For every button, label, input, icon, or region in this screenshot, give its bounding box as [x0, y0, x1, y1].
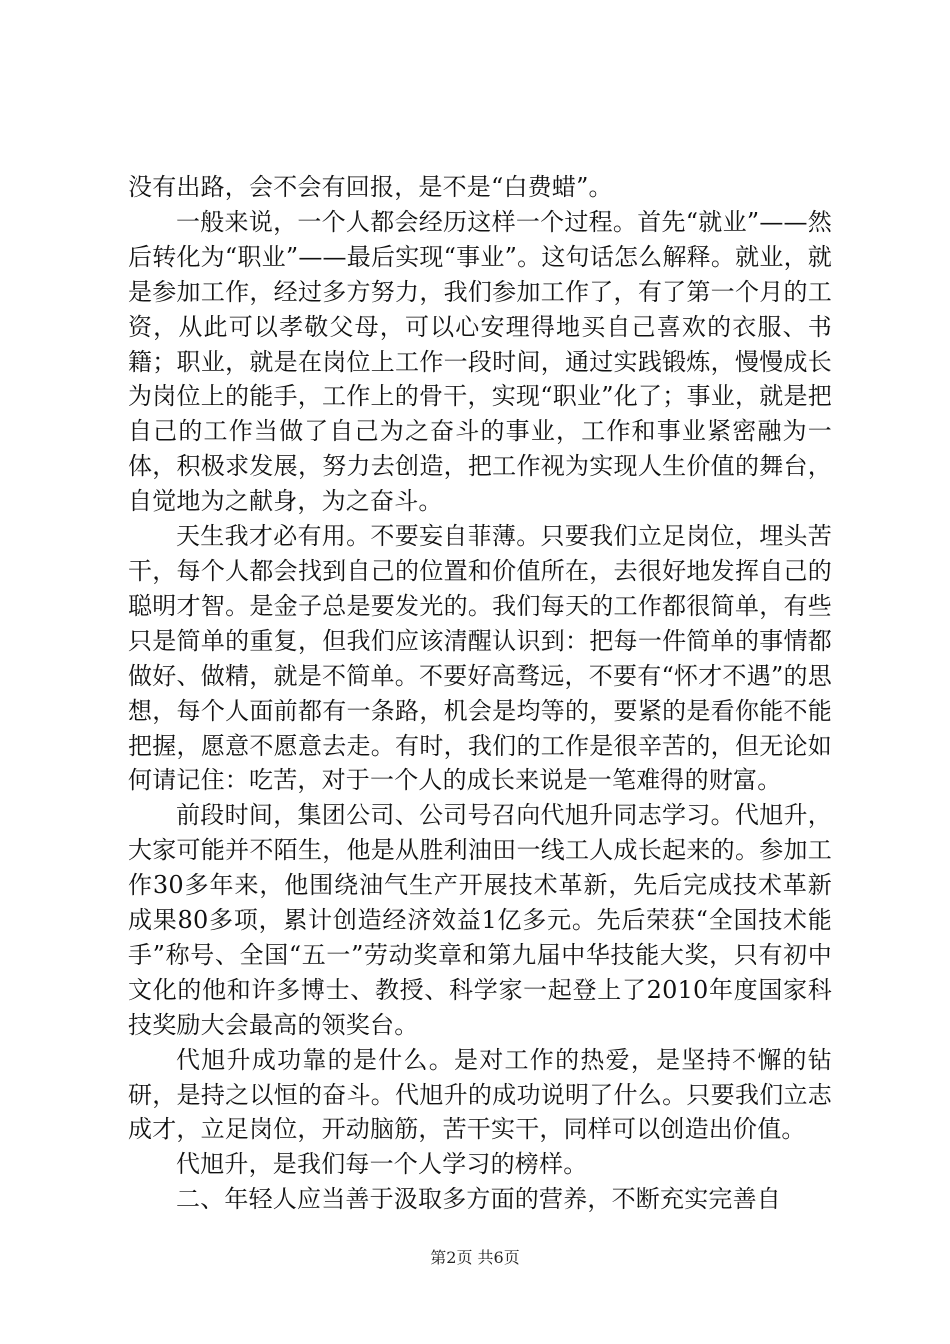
- paragraph-career-stages: 一般来说，一个人都会经历这样一个过程。首先“就业”——然后转化为“职业”——最后实现“事业”。这句话怎么解释。就业，就是参加工作，经过多方努力，我们参加工作了，有了第一个月的工资，从此可以孝敬父母，可以心安理得地买自己喜欢的衣服、书籍；职业，就是在岗位上工作一段时间，通过实践锻炼，慢慢成长为岗位上的能手，工作上的骨干，实现“职业”化了；事业，就是把自己的工作当做了自己为之奋斗的事业，工作和事业紧密融为一体，积极求发展，努力去创造，把工作视为实现人生价值的舞台，自觉地为之献身，为之奋斗。: [128, 207, 832, 516]
- paragraph-success-reason: 代旭升成功靠的是什么。是对工作的热爱，是坚持不懈的钻研，是持之以恒的奋斗。代旭升的成功说明了什么。只要我们立志成才，立足岗位，开动脑筋，苦干实干，同样可以创造出价值。: [128, 1045, 832, 1144]
- document-body: [128, 170, 832, 1217]
- paragraph-role-model: 前段时间，集团公司、公司号召向代旭升同志学习。代旭升，大家可能并不陌生，他是从胜利油田一线工人成长起来的。参加工作30多年来，他围绕油气生产开展技术革新，先后完成技术革新成果80多项，累计创造经济效益1亿多元。先后荣获“全国技术能手”称号、全国“五一”劳动奖章和第九届中华技能大奖，只有初中文化的他和许多博士、教授、科学家一起登上了2010年度国家科技奖励大会最高的领奖台。: [128, 801, 832, 1039]
- paragraph-example: 代旭升，是我们每一个人学习的榜样。: [176, 1150, 588, 1179]
- paragraph-continuation: 没有出路，会不会有回报，是不是“白费蜡”。: [128, 173, 613, 201]
- page-number-footer: 第2页 共6页: [430, 1248, 520, 1267]
- paragraph-section-two: 二、年轻人应当善于汲取多方面的营养，不断充实完善自: [176, 1185, 781, 1214]
- paragraph-talent: 天生我才必有用。不要妄自菲薄。只要我们立足岗位，埋头苦干，每个人都会找到自己的位置和价值所在，去很好地发挥自己的聪明才智。是金子总是要发光的。我们每天的工作都很简单，有些只是简单的重复，但我们应该清醒认识到：把每一件简单的事情都做好、做精，就是不简单。不要好高骛远，不要有“怀才不遇”的思想，每个人面前都有一条路，机会是均等的，要紧的是看你能不能把握，愿意不愿意去走。有时，我们的工作是很辛苦的，但无论如何请记住：吃苦，对于一个人的成长来说是一笔难得的财富。: [128, 522, 832, 795]
